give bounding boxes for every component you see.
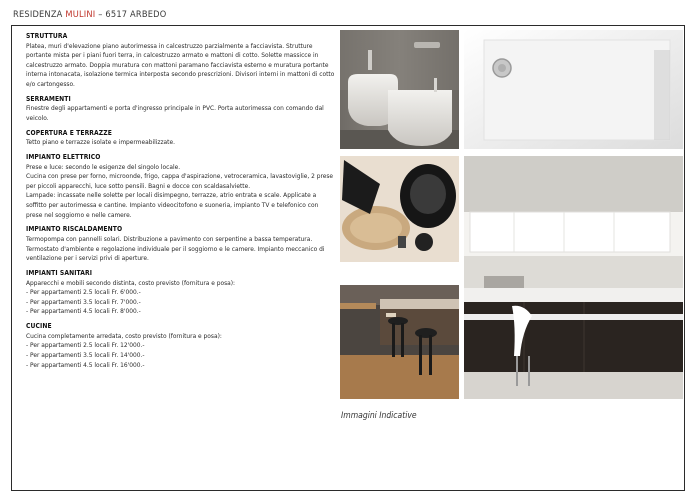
spec-section — [26, 322, 336, 370]
section-paragraph: Cucina con prese per forno, microonde, frigo, cappa d'aspirazione, vetroceramica, lavastoviglie, 2 prese per piccoli apparecchi, luce sotto pensili. Bagni e docce con scaldasalviette. — [26, 172, 334, 190]
price-list-item: - Per appartamenti 3.5 locali Fr. 7'000.- — [26, 297, 141, 306]
spec-section — [26, 225, 336, 263]
section-title: CUCINE — [26, 322, 52, 331]
living-chair-photo — [340, 156, 459, 262]
spec-section — [26, 269, 336, 317]
shower-tray-photo — [464, 30, 683, 149]
specifications-column — [26, 32, 336, 375]
kitchen-stools-photo — [340, 285, 459, 399]
price-list-item: - Per appartamenti 2.5 locali Fr. 6'000.- — [26, 288, 141, 297]
section-title: IMPIANTO RISCALDAMENTO — [26, 225, 123, 234]
section-paragraph: Prese e luce: secondo le esigenze del singolo locale. — [26, 162, 181, 171]
spec-section — [26, 153, 336, 220]
section-title: SERRAMENTI — [26, 94, 71, 103]
project-label: RESIDENZA — [13, 9, 63, 20]
section-title: IMPIANTO ELETTRICO — [26, 153, 101, 162]
price-list — [26, 341, 336, 370]
images-caption: Immagini Indicative — [341, 411, 417, 421]
section-title: STRUTTURA — [26, 32, 68, 40]
spec-section — [26, 32, 336, 90]
kitchen-photo — [464, 156, 683, 399]
page-header — [13, 9, 166, 20]
section-paragraph: Finestre degli appartamenti e porta d'ingresso principale in PVC. Porta autorimessa con comando dal veicolo. — [26, 104, 324, 122]
section-title: IMPIANTI SANITARI — [26, 269, 93, 277]
price-list-item: - Per appartamenti 4.5 locali Fr. 8'000.- — [26, 307, 141, 316]
section-paragraph: Termopompa con pannelli solari. Distribuzione a pavimento con serpentine a bassa temperatura. Termostato d'ambiente e regolazione individuale per il soggiorno e le camere. Impianto meccanico di ventilazione per i servizi privi di aperture. — [26, 235, 325, 263]
bathroom-photo — [340, 30, 459, 149]
section-title: COPERTURA E TERRAZZE — [26, 128, 112, 137]
section-paragraph: Cucina completamente arredata, costo previsto (fornitura e posa): — [26, 331, 222, 340]
price-list-item: - Per appartamenti 2.5 locali Fr. 12'000.- — [26, 341, 145, 350]
price-list — [26, 288, 336, 317]
project-location: – 6517 ARBEDO — [98, 9, 167, 20]
price-list-item: - Per appartamenti 3.5 locali Fr. 14'000.- — [26, 350, 145, 359]
project-name: MULINI — [65, 9, 96, 20]
section-paragraph: Tetto piano e terrazze isolate e impermeabilizzate. — [26, 138, 175, 147]
spec-section — [26, 95, 336, 124]
price-list-item: - Per appartamenti 4.5 locali Fr. 16'000.- — [26, 360, 145, 369]
section-paragraph: Apparecchi e mobili secondo distinta, costo previsto (fornitura e posa): — [26, 278, 236, 287]
section-paragraph: Platea, muri d'elevazione piano autorimessa in calcestruzzo parzialmente a facciavista. Strutture portante mista per i piani fuori terra, in calcestruzzo armato e mattoni di cotto. Solette massicce in calcestruzzo armato. Doppia muratura con mattoni paramano facciavista esterno e muratura portante interna intonacata, isolazione termica interposta secondo prescrizioni. Divisori interni in mattoni di cotto e/o cartongesso. — [26, 41, 335, 88]
section-paragraph: Lampade: incassate nelle solette per locali disimpegno, terrazze, atrio entrata e scale. Applicate a soffitto per autorimessa e cantine. Impianto videocitofono e suoneria, impianto TV e telefonico con prese nel soggiorno e nelle camere. — [26, 191, 319, 219]
spec-section — [26, 129, 336, 148]
